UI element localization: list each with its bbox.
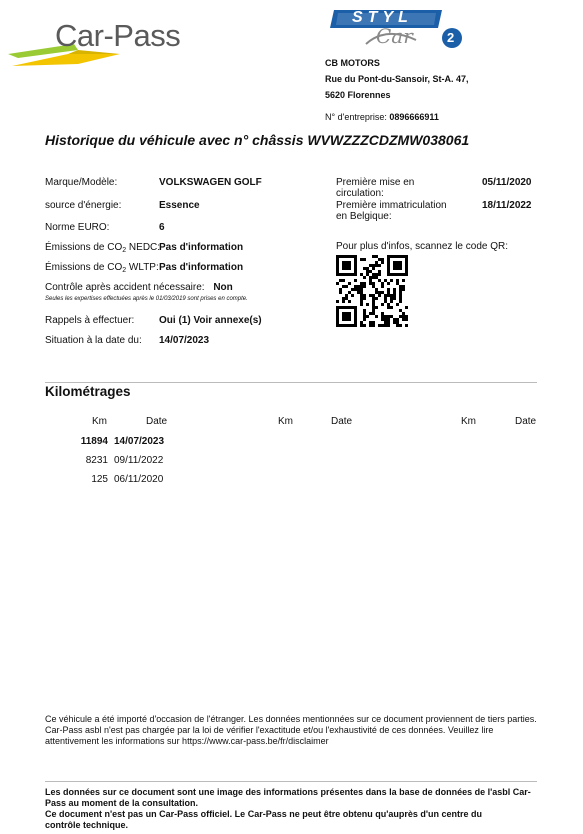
qr-code-icon (336, 255, 408, 327)
carpass-logo-text: Car-Pass (55, 18, 181, 53)
first-reg-label-line1: Première mise en (336, 177, 415, 188)
wltp-label-text: Émissions de CO (45, 262, 123, 273)
situation-value: 14/07/2023 (159, 335, 210, 346)
row-date: 14/07/2023 (114, 436, 165, 447)
dealer-address-line1: Rue du Pont-du-Sansoir, St-A. 47, (325, 74, 469, 84)
mileage-section-title: Kilométrages (45, 384, 131, 399)
make-model-value: VOLKSWAGEN GOLF (159, 177, 262, 188)
row-date: 09/11/2022 (114, 455, 164, 466)
make-model-label: Marque/Modèle: (45, 177, 118, 188)
nedc-label-text: Émissions de CO (45, 242, 123, 253)
row-km: 11894 (80, 436, 108, 447)
wltp-label-sub: 2 (122, 267, 127, 274)
import-note: Ce véhicule a été importé d'occasion de l'étranger. Les données mentionnées sur ce document proviennent de tiers parties. Car-Pass asbl n'est pas chargée par la loi de vérifier l'exactitude et/ou l'exhaustivité de ces données. Veuillez lire attentivement les informations sur https://www.car-pass.be/fr/disclaimer (45, 714, 537, 746)
mileage-divider (45, 382, 537, 383)
first-be-value: 18/11/2022 (482, 200, 532, 211)
col-date-1: Date (146, 416, 168, 427)
col-date-2: Date (331, 416, 353, 427)
row-date: 06/11/2020 (114, 474, 164, 485)
table-row (48, 436, 248, 455)
dealer-name: CB MOTORS (325, 58, 380, 68)
carpass-logo (8, 14, 198, 70)
accident-value: Non (213, 282, 233, 293)
row-km: 8231 (85, 455, 108, 466)
dealer-logo-badge: 2 (447, 30, 455, 45)
col-km-3: Km (461, 416, 476, 427)
energy-value: Essence (159, 200, 200, 211)
situation-label: Situation à la date du: (45, 335, 142, 346)
enterprise-number: 0896666911 (389, 112, 439, 122)
col-date-3: Date (515, 416, 537, 427)
nedc-label-sub: 2 (122, 247, 127, 254)
wltp-label (45, 262, 159, 274)
recalls-label: Rappels à effectuer: (45, 315, 135, 326)
enterprise-label: N° d'entreprise: (325, 112, 387, 122)
footer-divider (45, 781, 537, 782)
first-reg-value: 05/11/2020 (482, 177, 532, 188)
table-row (48, 474, 248, 493)
first-be-label-line1: Première immatriculation (336, 200, 447, 211)
dealer-address-line2: 5620 Florennes (325, 90, 391, 100)
qr-code[interactable] (336, 255, 408, 327)
mileage-table-header (0, 416, 583, 430)
mileage-rows (48, 436, 248, 493)
euro-value: 6 (159, 222, 165, 233)
dealer-logo-script: Car (376, 24, 413, 48)
nedc-value: Pas d'information (159, 242, 244, 253)
first-be-label-line2: en Belgique: (336, 211, 392, 222)
dealer-enterprise (325, 112, 439, 122)
dealer-logo (326, 6, 466, 50)
disclaimer-2: Ce document n'est pas un Car-Pass officiel. Le Car-Pass ne peut être obtenu qu'auprès d'un centre du contrôle technique. (45, 809, 483, 830)
wltp-label-suffix: WLTP: (126, 262, 159, 273)
accident-label: Contrôle après accident nécessaire: (45, 282, 205, 293)
qr-label: Pour plus d'infos, scannez le code QR: (336, 241, 509, 252)
nedc-label-suffix: NEDC: (126, 242, 161, 253)
dealer-logo-text: STYL (352, 9, 413, 26)
wltp-value: Pas d'information (159, 262, 244, 273)
accident-check (45, 282, 233, 293)
table-row (48, 455, 248, 474)
page-title: Historique du véhicule avec n° châssis WVWZZZCDZMW038061 (45, 132, 470, 148)
first-reg-label-line2: circulation: (336, 188, 384, 199)
first-reg-label (336, 177, 414, 199)
col-km-1: Km (92, 416, 107, 427)
nedc-label (45, 242, 160, 254)
col-km-2: Km (278, 416, 293, 427)
euro-label: Norme EURO: (45, 222, 110, 233)
energy-label: source d'énergie: (45, 200, 122, 211)
accident-note: Seules les expertises effectuées après le 01/03/2019 sont prises en compte. (45, 296, 248, 302)
first-be-label (336, 200, 447, 222)
row-km: 125 (91, 474, 108, 485)
disclaimer-1: Les données sur ce document sont une image des informations présentes dans la base de données de l'asbl Car-Pass au moment de la consultation. (45, 787, 531, 808)
recalls-value: Oui (1) Voir annexe(s) (159, 315, 262, 326)
